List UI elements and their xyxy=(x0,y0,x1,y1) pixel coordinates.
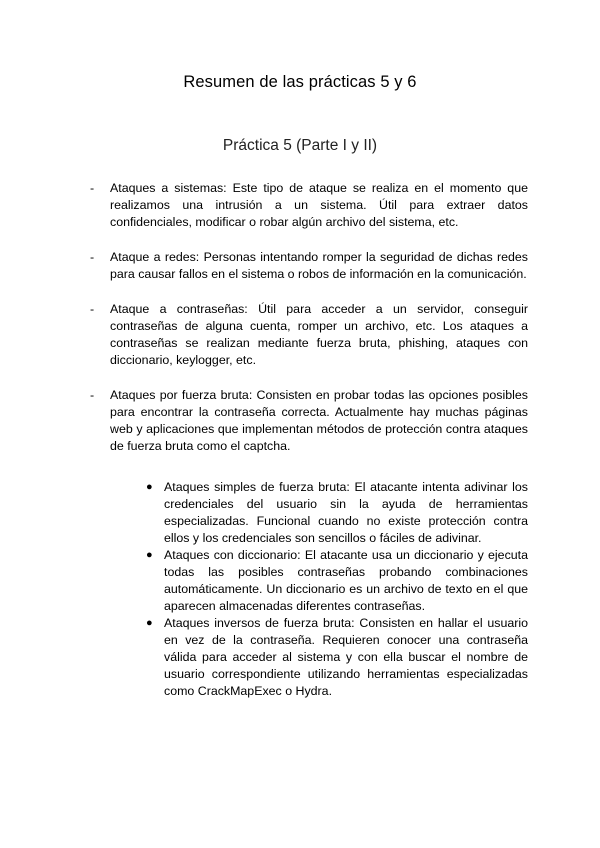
dash-bullet: - xyxy=(90,250,95,264)
section-subtitle: Práctica 5 (Parte I y II) xyxy=(222,137,378,154)
sublist-item xyxy=(146,547,528,615)
list-item xyxy=(90,249,528,283)
sublist-item xyxy=(146,615,528,700)
list-item-text: Ataques a sistemas: Este tipo de ataque se realiza en el momento que realizamos una intrusión a un sistema. Útil para extraer datos confidenciales, modificar o robar algún archivo del sistema, etc. xyxy=(110,181,528,229)
dot-bullet: ● xyxy=(146,481,153,493)
list-item xyxy=(90,387,528,700)
dash-bullet: - xyxy=(90,181,95,195)
sublist-item xyxy=(146,479,528,547)
list-item-text: Ataques por fuerza bruta: Consisten en probar todas las opciones posibles para encontrar la contraseña correcta. Actualmente hay muchas páginas web y aplicaciones que implementan métodos de protección contra ataques de fuerza bruta como el captcha. xyxy=(110,388,528,453)
sublist-item-text: Ataques simples de fuerza bruta: El atacante intenta adivinar los credenciales del usuario sin la ayuda de herramientas especializadas. Funcional cuando no existe protección contra ellos y los credenciales son sencillos o fáciles de adivinar. xyxy=(164,480,528,545)
dot-bullet: ● xyxy=(146,549,153,561)
list-item-text: Ataque a redes: Personas intentando romper la seguridad de dichas redes para causar fallos en el sistema o robos de información en la comunicación. xyxy=(110,250,528,281)
sublist-item-text: Ataques con diccionario: El atacante usa un diccionario y ejecuta todas las posibles contraseñas probando combinaciones automáticamente. Un diccionario es un archivo de texto en el que aparecen almacenadas diferentes contraseñas. xyxy=(164,548,528,613)
brute-force-sublist xyxy=(110,479,528,700)
attack-list xyxy=(90,180,528,718)
dot-bullet: ● xyxy=(146,617,153,629)
list-item-text: Ataque a contraseñas: Útil para acceder a un servidor, conseguir contraseñas de alguna cuenta, romper un archivo, etc. Los ataques a contraseñas se realizan mediante fuerza bruta, phishing, ataques con diccionario, keylogger, etc. xyxy=(110,302,528,367)
sublist-item-text: Ataques inversos de fuerza bruta: Consisten en hallar el usuario en vez de la contraseña. Requieren conocer una contraseña válida para acceder al sistema y con ella buscar el nombre de usuario correspondiente utilizando herramientas especializadas como CrackMapExec o Hydra. xyxy=(164,616,528,698)
list-item xyxy=(90,180,528,231)
dash-bullet: - xyxy=(90,302,95,316)
dash-bullet: - xyxy=(90,388,95,402)
list-item xyxy=(90,301,528,369)
document-title: Resumen de las prácticas 5 y 6 xyxy=(183,73,417,91)
